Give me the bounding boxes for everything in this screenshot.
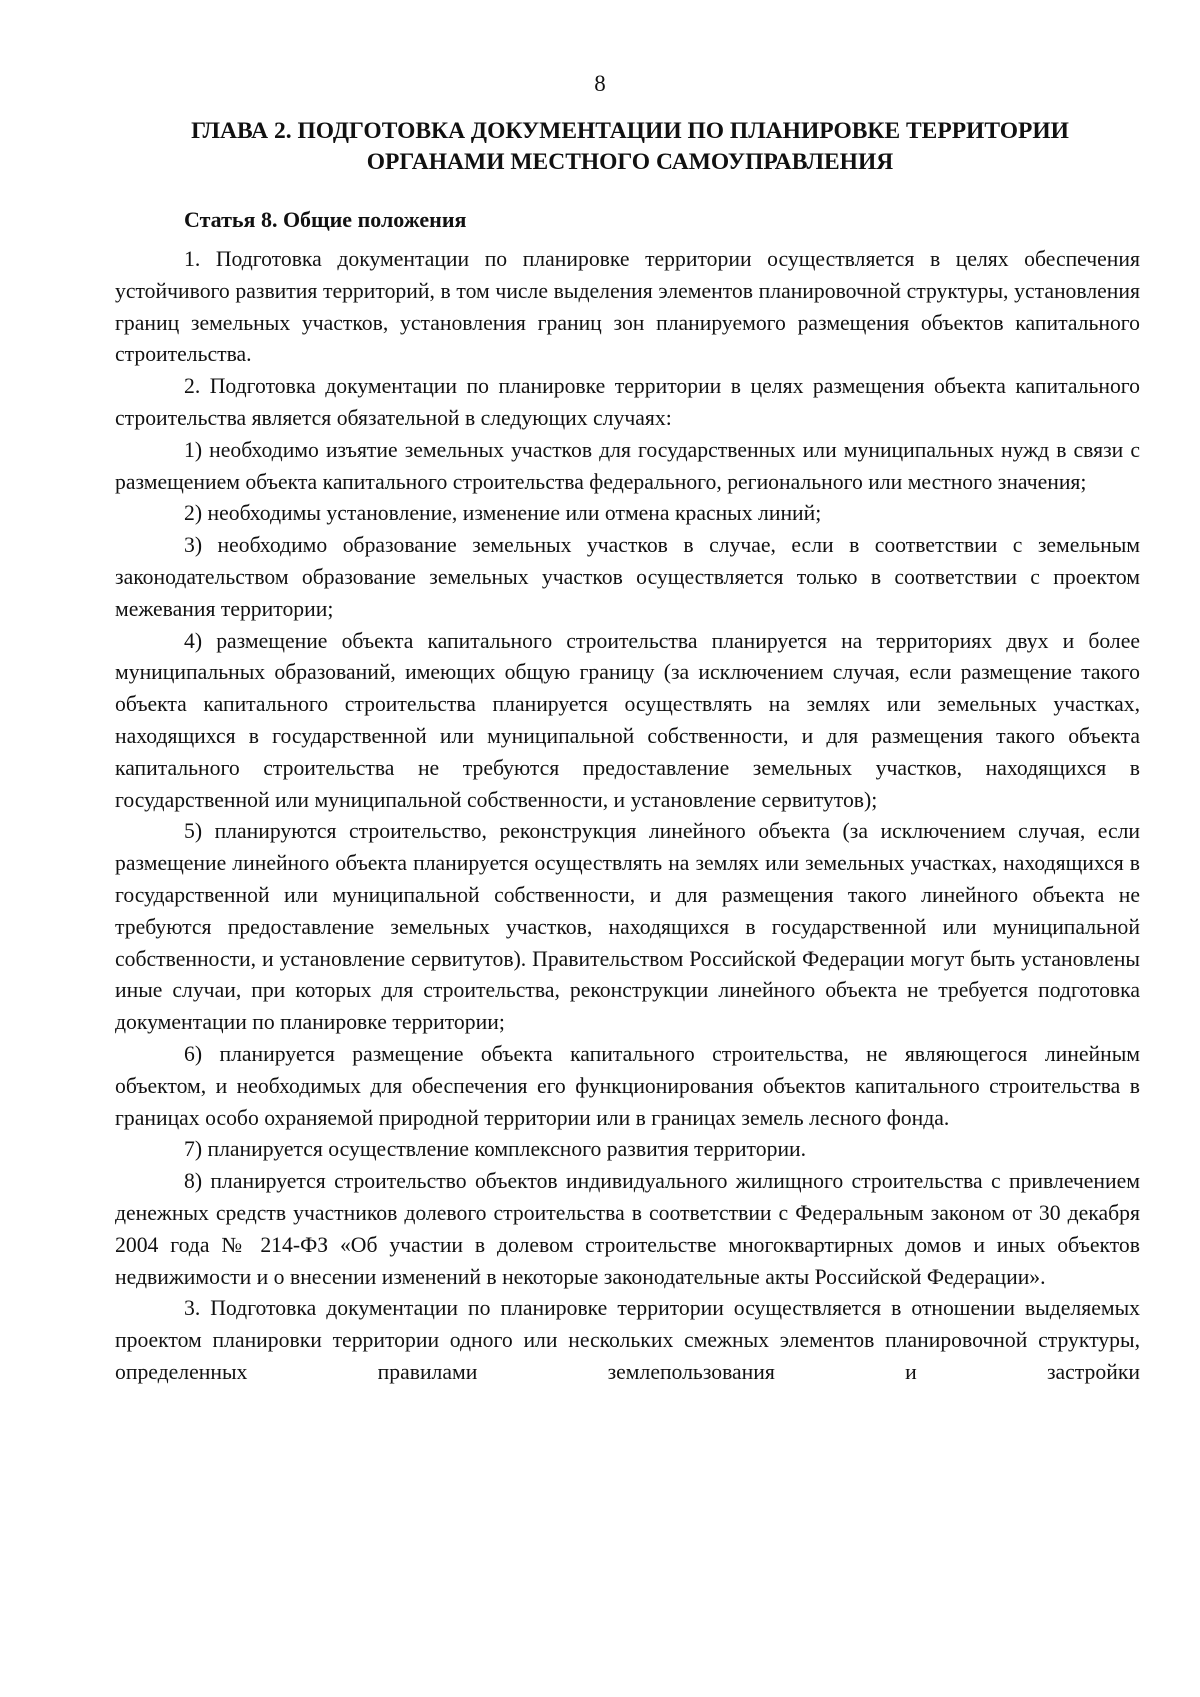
list-item: 5) планируются строительство, реконструкция линейного объекта (за исключением случая, если размещение линейного объекта планируется осуществлять на землях или земельных участках, находящихся в государственной или муниципальной собственности, и для размещения такого линейного объекта не требуются предоставление земельных участков, находящихся в государственной или муниципальной собственности, и установление сервитутов). Правительством Российской Федерации могут быть установлены иные случаи, при которых для строительства, реконструкции линейного объекта не требуется подготовка документации по планировке территории; [115, 819, 1140, 1035]
page-number: 8 [594, 71, 606, 96]
chapter-title [150, 116, 1110, 178]
list-item: 8) планируется строительство объектов индивидуального жилищного строительства с привлечением денежных средств участников долевого строительства в соответствии с Федеральным законом от 30 декабря 2004 года № 214-ФЗ «Об участии в долевом строительстве многоквартирных домов и иных объектов недвижимости и о внесении изменений в некоторые законодательные акты Российской Федерации». [115, 1169, 1140, 1289]
paragraph: 3. Подготовка документации по планировке территории осуществляется в отношении выделяемых проектом планировки территории одного или нескольких смежных элементов планировочной структуры, определенных правилами землепользования и застройки [115, 1296, 1140, 1384]
list-item: 1) необходимо изъятие земельных участков для государственных или муниципальных нужд в связи с размещением объекта капитального строительства федерального, регионального или местного значения; [115, 437, 1140, 494]
article-title: Статья 8. Общие положения [184, 207, 467, 232]
list-item: 4) размещение объекта капитального строительства планируется на территориях двух и более муниципальных образований, имеющих общую границу (за исключением случая, если размещение такого объекта капитального строительства планируется осуществлять на землях или земельных участках, находящихся в государственной или муниципальной собственности, и для размещения такого объекта капитального строительства не требуются предоставление земельных участков, находящихся в государственной или муниципальной собственности, и установление сервитутов); [115, 628, 1140, 812]
paragraph: 2. Подготовка документации по планировке территории в целях размещения объекта капитального строительства является обязательной в следующих случаях: [115, 374, 1140, 430]
list-item: 3) необходимо образование земельных участков в случае, если в соответствии с земельным законодательством образование земельных участков осуществляется только в соответствии с проектом межевания территории; [115, 533, 1140, 621]
list-item: 6) планируется размещение объекта капитального строительства, не являющегося линейным объектом, и необходимых для обеспечения его функционирования объектов капитального строительства в границах особо охраняемой природной территории или в границах земель лесного фонда. [115, 1041, 1140, 1130]
chapter-title-line-1: ГЛАВА 2. ПОДГОТОВКА ДОКУМЕНТАЦИИ ПО ПЛАНИРОВКЕ ТЕРРИТОРИИ [191, 118, 1069, 144]
paragraph: 1. Подготовка документации по планировке территории осуществляется в целях обеспечения устойчивого развития территорий, в том числе выделения элементов планировочной структуры, установления границ земельных участков, установления границ зон планируемого размещения объектов капитального строительства. [115, 247, 1140, 367]
list-item: 2) необходимы установление, изменение или отмена красных линий; [184, 501, 822, 526]
chapter-title-line-2: ОРГАНАМИ МЕСТНОГО САМОУПРАВЛЕНИЯ [366, 149, 894, 175]
document-body [115, 244, 1140, 1389]
list-item: 7) планируется осуществление комплексного развития территории. [184, 1137, 807, 1162]
